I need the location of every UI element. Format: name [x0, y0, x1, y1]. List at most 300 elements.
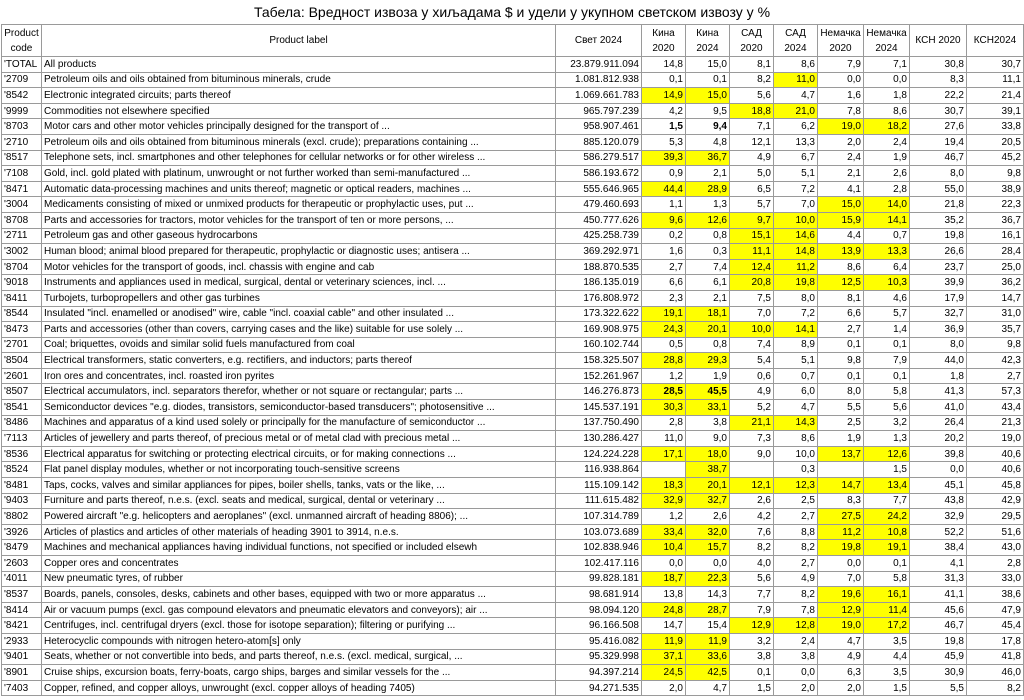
share-cell: 6,2	[774, 119, 818, 135]
product-label-cell: Automatic data-processing machines and units thereof; magnetic or optical readers, machines ...	[42, 181, 556, 197]
product-label-cell: Copper ores and concentrates	[42, 556, 556, 572]
share-cell: 44,4	[642, 181, 686, 197]
product-label-cell: Petroleum gas and other gaseous hydrocarbons	[42, 228, 556, 244]
share-cell: 8,2	[774, 540, 818, 556]
share-cell: 14,8	[642, 57, 686, 73]
table-row	[2, 649, 1024, 665]
share-cell: 0,0	[818, 72, 864, 88]
world-value-cell: 1.069.661.783	[556, 88, 642, 104]
share-cell: 16,1	[967, 228, 1024, 244]
share-cell: 5,6	[730, 88, 774, 104]
share-cell: 8,6	[774, 57, 818, 73]
share-cell: 0,1	[864, 337, 910, 353]
table-row	[2, 540, 1024, 556]
share-cell: 19,0	[818, 119, 864, 135]
share-cell: 11,1	[967, 72, 1024, 88]
share-cell: 0,7	[774, 368, 818, 384]
product-label-cell: Heterocyclic compounds with nitrogen hetero-atom[s] only	[42, 633, 556, 649]
share-cell: 11,2	[818, 524, 864, 540]
world-value-cell: 124.224.228	[556, 446, 642, 462]
table-row	[2, 103, 1024, 119]
share-cell: 38,7	[686, 462, 730, 478]
product-label-cell: Commodities not elsewhere specified	[42, 103, 556, 119]
share-cell: 18,7	[642, 571, 686, 587]
share-cell: 5,6	[864, 400, 910, 416]
share-cell: 5,6	[730, 571, 774, 587]
share-cell: 1,9	[686, 368, 730, 384]
share-cell: 39,9	[910, 275, 967, 291]
share-cell: 44,0	[910, 353, 967, 369]
share-cell: 8,0	[910, 166, 967, 182]
table-row	[2, 446, 1024, 462]
share-cell: 41,0	[910, 400, 967, 416]
table-row	[2, 119, 1024, 135]
share-cell: 0,1	[642, 72, 686, 88]
share-cell: 45,1	[910, 478, 967, 494]
product-label-cell: Motor vehicles for the transport of goods, incl. chassis with engine and cab	[42, 259, 556, 275]
table-row	[2, 275, 1024, 291]
share-cell: 15,4	[686, 618, 730, 634]
share-cell: 11,0	[642, 431, 686, 447]
share-cell: 12,1	[730, 478, 774, 494]
share-cell: 8,1	[818, 290, 864, 306]
share-cell: 2,5	[774, 493, 818, 509]
world-value-cell: 98.094.120	[556, 602, 642, 618]
share-cell: 5,5	[818, 400, 864, 416]
share-cell: 4,9	[730, 150, 774, 166]
share-cell: 46,7	[910, 618, 967, 634]
share-cell: 2,1	[818, 166, 864, 182]
product-label-cell: Articles of plastics and articles of other materials of heading 3901 to 3914, n.e.s.	[42, 524, 556, 540]
product-code-cell: '9999	[2, 103, 42, 119]
product-code-cell: 'TOTAL	[2, 57, 42, 73]
product-code-cell: '8802	[2, 509, 42, 525]
share-cell: 17,2	[864, 618, 910, 634]
share-cell: 4,4	[818, 228, 864, 244]
share-cell: 0,0	[864, 72, 910, 88]
share-cell: 14,8	[774, 244, 818, 260]
product-code-cell: '2601	[2, 368, 42, 384]
share-cell: 0,5	[642, 337, 686, 353]
share-cell: 2,7	[642, 259, 686, 275]
share-cell: 11,4	[864, 602, 910, 618]
product-code-cell: '8524	[2, 462, 42, 478]
product-code-cell: '8703	[2, 119, 42, 135]
share-cell: 8,6	[818, 259, 864, 275]
share-cell: 1,6	[818, 88, 864, 104]
share-cell: 41,1	[910, 587, 967, 603]
share-cell: 13,3	[864, 244, 910, 260]
share-cell: 19,4	[910, 134, 967, 150]
product-code-cell: '8479	[2, 540, 42, 556]
product-label-cell: Parts and accessories (other than covers, carrying cases and the like) suitable for use solely ...	[42, 322, 556, 338]
share-cell: 47,9	[967, 602, 1024, 618]
share-cell: 20,1	[686, 322, 730, 338]
table-row	[2, 478, 1024, 494]
share-cell: 8,9	[774, 337, 818, 353]
product-code-cell: '8517	[2, 150, 42, 166]
product-code-cell: '2711	[2, 228, 42, 244]
product-label-cell: Powered aircraft "e.g. helicopters and aeroplanes" (excl. unmanned aircraft of heading 8806); ...	[42, 509, 556, 525]
share-cell: 8,1	[730, 57, 774, 73]
share-cell: 33,6	[686, 649, 730, 665]
share-cell: 7,9	[818, 57, 864, 73]
header-usa-2024: САД 2024	[774, 25, 818, 57]
share-cell: 2,4	[818, 150, 864, 166]
share-cell: 21,1	[730, 415, 774, 431]
share-cell: 5,3	[642, 134, 686, 150]
table-row	[2, 88, 1024, 104]
share-cell: 52,2	[910, 524, 967, 540]
share-cell: 2,7	[774, 509, 818, 525]
table-row	[2, 353, 1024, 369]
share-cell: 36,7	[686, 150, 730, 166]
share-cell: 19,8	[910, 633, 967, 649]
share-cell: 0,1	[818, 337, 864, 353]
product-label-cell: Turbojets, turbopropellers and other gas turbines	[42, 290, 556, 306]
share-cell: 6,7	[774, 150, 818, 166]
product-label-cell: Air or vacuum pumps (excl. gas compound elevators and pneumatic elevators and conveyors); air ...	[42, 602, 556, 618]
share-cell: 1,3	[864, 431, 910, 447]
share-cell: 1,5	[864, 462, 910, 478]
share-cell	[730, 462, 774, 478]
world-value-cell: 115.109.142	[556, 478, 642, 494]
share-cell: 0,2	[642, 228, 686, 244]
share-cell: 6,6	[818, 306, 864, 322]
product-label-cell: Electrical apparatus for switching or protecting electrical circuits, or for making connections ...	[42, 446, 556, 462]
product-label-cell: Electrical accumulators, incl. separators therefor, whether or not square or rectangular; parts ...	[42, 384, 556, 400]
share-cell: 7,1	[730, 119, 774, 135]
share-cell: 6,5	[730, 181, 774, 197]
share-cell: 21,3	[967, 415, 1024, 431]
world-value-cell: 173.322.622	[556, 306, 642, 322]
share-cell: 13,9	[818, 244, 864, 260]
share-cell: 19,1	[864, 540, 910, 556]
header-ksn-2024: КСН2024	[967, 25, 1024, 57]
share-cell: 24,2	[864, 509, 910, 525]
share-cell: 31,0	[967, 306, 1024, 322]
share-cell: 13,7	[818, 446, 864, 462]
share-cell: 15,0	[686, 88, 730, 104]
share-cell: 3,8	[686, 415, 730, 431]
table-row	[2, 415, 1024, 431]
world-value-cell: 160.102.744	[556, 337, 642, 353]
share-cell: 1,9	[818, 431, 864, 447]
share-cell: 12,6	[686, 212, 730, 228]
share-cell: 28,7	[686, 602, 730, 618]
share-cell: 0,0	[910, 462, 967, 478]
table-row	[2, 337, 1024, 353]
share-cell: 2,6	[686, 509, 730, 525]
share-cell: 4,1	[818, 181, 864, 197]
share-cell: 1,2	[642, 368, 686, 384]
share-cell: 26,6	[910, 244, 967, 260]
world-value-cell: 137.750.490	[556, 415, 642, 431]
product-code-cell: '7403	[2, 680, 42, 696]
share-cell: 51,6	[967, 524, 1024, 540]
share-cell: 8,6	[864, 103, 910, 119]
world-value-cell: 188.870.535	[556, 259, 642, 275]
share-cell: 12,9	[818, 602, 864, 618]
table-row	[2, 150, 1024, 166]
share-cell: 2,5	[818, 415, 864, 431]
share-cell: 20,2	[910, 431, 967, 447]
share-cell: 1,8	[910, 368, 967, 384]
share-cell: 2,0	[818, 134, 864, 150]
product-label-cell: Machines and mechanical appliances having individual functions, not specified or included elsewh	[42, 540, 556, 556]
share-cell: 4,7	[686, 680, 730, 696]
table-row	[2, 72, 1024, 88]
share-cell: 12,1	[730, 134, 774, 150]
share-cell: 18,0	[686, 446, 730, 462]
share-cell: 17,1	[642, 446, 686, 462]
share-cell: 2,0	[774, 680, 818, 696]
table-row	[2, 134, 1024, 150]
header-ksn-2020: КСН 2020	[910, 25, 967, 57]
product-code-cell: '2933	[2, 633, 42, 649]
share-cell: 39,1	[967, 103, 1024, 119]
product-code-cell: '8542	[2, 88, 42, 104]
world-value-cell: 586.279.517	[556, 150, 642, 166]
share-cell: 0,8	[686, 228, 730, 244]
share-cell: 0,0	[686, 556, 730, 572]
product-code-cell: '2710	[2, 134, 42, 150]
share-cell: 32,9	[910, 509, 967, 525]
share-cell: 38,6	[967, 587, 1024, 603]
share-cell: 12,4	[730, 259, 774, 275]
share-cell: 7,0	[730, 306, 774, 322]
world-value-cell: 130.286.427	[556, 431, 642, 447]
share-cell: 7,7	[864, 493, 910, 509]
share-cell: 24,3	[642, 322, 686, 338]
share-cell: 30,8	[910, 57, 967, 73]
product-code-cell: '2701	[2, 337, 42, 353]
share-cell: 21,0	[774, 103, 818, 119]
share-cell: 15,0	[686, 57, 730, 73]
share-cell: 15,1	[730, 228, 774, 244]
share-cell: 30,3	[642, 400, 686, 416]
share-cell: 28,9	[686, 181, 730, 197]
share-cell: 33,4	[642, 524, 686, 540]
product-label-cell: Iron ores and concentrates, incl. roasted iron pyrites	[42, 368, 556, 384]
share-cell: 43,0	[967, 540, 1024, 556]
product-code-cell: '8414	[2, 602, 42, 618]
share-cell: 2,7	[818, 322, 864, 338]
share-cell: 46,7	[910, 150, 967, 166]
share-cell: 17,8	[967, 633, 1024, 649]
share-cell: 45,8	[967, 478, 1024, 494]
world-value-cell: 586.193.672	[556, 166, 642, 182]
product-code-cell: '8536	[2, 446, 42, 462]
share-cell: 5,1	[774, 353, 818, 369]
world-value-cell: 152.261.967	[556, 368, 642, 384]
world-value-cell: 176.808.972	[556, 290, 642, 306]
product-label-cell: Cruise ships, excursion boats, ferry-boats, cargo ships, barges and similar vessels for the ...	[42, 665, 556, 681]
share-cell: 4,7	[774, 88, 818, 104]
share-cell: 35,2	[910, 212, 967, 228]
product-label-cell: Semiconductor devices "e.g. diodes, transistors, semiconductor-based transducers"; photosensitive ...	[42, 400, 556, 416]
share-cell: 14,1	[864, 212, 910, 228]
product-code-cell: '8486	[2, 415, 42, 431]
share-cell: 5,7	[864, 306, 910, 322]
world-value-cell: 98.681.914	[556, 587, 642, 603]
share-cell: 36,7	[967, 212, 1024, 228]
share-cell: 23,7	[910, 259, 967, 275]
header-china-2024: Кина 2024	[686, 25, 730, 57]
product-label-cell: Coal; briquettes, ovoids and similar solid fuels manufactured from coal	[42, 337, 556, 353]
export-table	[1, 24, 1024, 696]
product-code-cell: '8708	[2, 212, 42, 228]
share-cell: 28,4	[967, 244, 1024, 260]
world-value-cell: 145.537.191	[556, 400, 642, 416]
share-cell: 40,6	[967, 462, 1024, 478]
share-cell: 4,9	[818, 649, 864, 665]
share-cell: 0,8	[686, 337, 730, 353]
share-cell: 8,2	[730, 72, 774, 88]
share-cell: 8,3	[910, 72, 967, 88]
product-label-cell: All products	[42, 57, 556, 73]
product-code-cell: '3926	[2, 524, 42, 540]
share-cell: 19,8	[774, 275, 818, 291]
share-cell: 8,2	[774, 587, 818, 603]
share-cell: 27,6	[910, 119, 967, 135]
product-label-cell: Telephone sets, incl. smartphones and other telephones for cellular networks or for other wireless ...	[42, 150, 556, 166]
share-cell: 33,8	[967, 119, 1024, 135]
share-cell: 20,1	[686, 478, 730, 494]
share-cell: 19,6	[818, 587, 864, 603]
share-cell: 6,1	[686, 275, 730, 291]
table-row	[2, 680, 1024, 696]
share-cell: 0,1	[818, 368, 864, 384]
world-value-cell: 479.460.693	[556, 197, 642, 213]
share-cell: 5,1	[774, 166, 818, 182]
product-code-cell: '8704	[2, 259, 42, 275]
share-cell: 22,2	[910, 88, 967, 104]
share-cell: 41,8	[967, 649, 1024, 665]
share-cell: 14,7	[818, 478, 864, 494]
share-cell: 39,3	[642, 150, 686, 166]
product-label-cell: Machines and apparatus of a kind used solely or principally for the manufacture of semiconductor ...	[42, 415, 556, 431]
share-cell: 18,1	[686, 306, 730, 322]
world-value-cell: 146.276.873	[556, 384, 642, 400]
header-germany-2024: Немачка 2024	[864, 25, 910, 57]
share-cell: 32,0	[686, 524, 730, 540]
share-cell: 33,0	[967, 571, 1024, 587]
share-cell: 55,0	[910, 181, 967, 197]
table-row	[2, 181, 1024, 197]
share-cell: 25,0	[967, 259, 1024, 275]
share-cell: 45,2	[967, 150, 1024, 166]
table-row	[2, 665, 1024, 681]
share-cell: 31,3	[910, 571, 967, 587]
share-cell: 5,8	[864, 384, 910, 400]
share-cell: 26,4	[910, 415, 967, 431]
share-cell: 32,7	[686, 493, 730, 509]
share-cell: 38,4	[910, 540, 967, 556]
share-cell: 12,8	[774, 618, 818, 634]
product-label-cell: Gold, incl. gold plated with platinum, unwrought or not further worked than semi-manufactured ...	[42, 166, 556, 182]
share-cell: 28,8	[642, 353, 686, 369]
share-cell: 2,4	[864, 134, 910, 150]
share-cell: 16,1	[864, 587, 910, 603]
world-value-cell: 23.879.911.094	[556, 57, 642, 73]
share-cell: 3,5	[864, 633, 910, 649]
share-cell: 13,4	[864, 478, 910, 494]
table-row	[2, 556, 1024, 572]
product-code-cell: '9401	[2, 649, 42, 665]
product-code-cell: '4011	[2, 571, 42, 587]
product-code-cell: '9403	[2, 493, 42, 509]
product-label-cell: Electrical transformers, static converters, e.g. rectifiers, and inductors; parts thereof	[42, 353, 556, 369]
world-value-cell: 965.797.239	[556, 103, 642, 119]
table-row	[2, 306, 1024, 322]
share-cell: 5,0	[730, 166, 774, 182]
share-cell: 11,9	[642, 633, 686, 649]
product-label-cell: Parts and accessories for tractors, motor vehicles for the transport of ten or more persons, ...	[42, 212, 556, 228]
share-cell: 14,6	[774, 228, 818, 244]
product-label-cell: Insulated "incl. enamelled or anodised" wire, cable "incl. coaxial cable" and other insulated ...	[42, 306, 556, 322]
share-cell: 1,2	[642, 509, 686, 525]
share-cell: 0,7	[864, 228, 910, 244]
share-cell: 24,5	[642, 665, 686, 681]
share-cell: 43,4	[967, 400, 1024, 416]
share-cell: 4,7	[818, 633, 864, 649]
share-cell: 7,3	[730, 431, 774, 447]
world-value-cell: 169.908.975	[556, 322, 642, 338]
world-value-cell: 103.073.689	[556, 524, 642, 540]
table-row	[2, 400, 1024, 416]
share-cell: 32,7	[910, 306, 967, 322]
world-value-cell: 95.416.082	[556, 633, 642, 649]
share-cell: 14,3	[774, 415, 818, 431]
world-value-cell: 95.329.998	[556, 649, 642, 665]
product-label-cell: Centrifuges, incl. centrifugal dryers (excl. those for isotope separation); filtering or purifying ...	[42, 618, 556, 634]
share-cell: 43,8	[910, 493, 967, 509]
share-cell: 39,8	[910, 446, 967, 462]
share-cell: 0,1	[730, 665, 774, 681]
share-cell: 7,8	[818, 103, 864, 119]
share-cell: 38,9	[967, 181, 1024, 197]
product-label-cell: Copper, refined, and copper alloys, unwrought (excl. copper alloys of heading 7405)	[42, 680, 556, 696]
product-code-cell: '8544	[2, 306, 42, 322]
share-cell: 4,2	[730, 509, 774, 525]
share-cell: 2,3	[642, 290, 686, 306]
share-cell: 19,8	[818, 540, 864, 556]
share-cell: 11,9	[686, 633, 730, 649]
share-cell: 7,8	[774, 602, 818, 618]
world-value-cell: 107.314.789	[556, 509, 642, 525]
share-cell: 36,2	[967, 275, 1024, 291]
table-row	[2, 431, 1024, 447]
table-row	[2, 618, 1024, 634]
header-row	[2, 25, 1024, 57]
world-value-cell: 186.135.019	[556, 275, 642, 291]
share-cell: 22,3	[686, 571, 730, 587]
share-cell: 13,8	[642, 587, 686, 603]
share-cell: 7,0	[774, 197, 818, 213]
table-row	[2, 524, 1024, 540]
product-code-cell: '8471	[2, 181, 42, 197]
share-cell: 18,2	[864, 119, 910, 135]
share-cell: 1,5	[864, 680, 910, 696]
share-cell: 42,9	[967, 493, 1024, 509]
share-cell: 3,8	[730, 649, 774, 665]
table-row	[2, 384, 1024, 400]
share-cell: 27,5	[818, 509, 864, 525]
world-value-cell: 94.271.535	[556, 680, 642, 696]
share-cell: 19,0	[818, 618, 864, 634]
product-label-cell: New pneumatic tyres, of rubber	[42, 571, 556, 587]
